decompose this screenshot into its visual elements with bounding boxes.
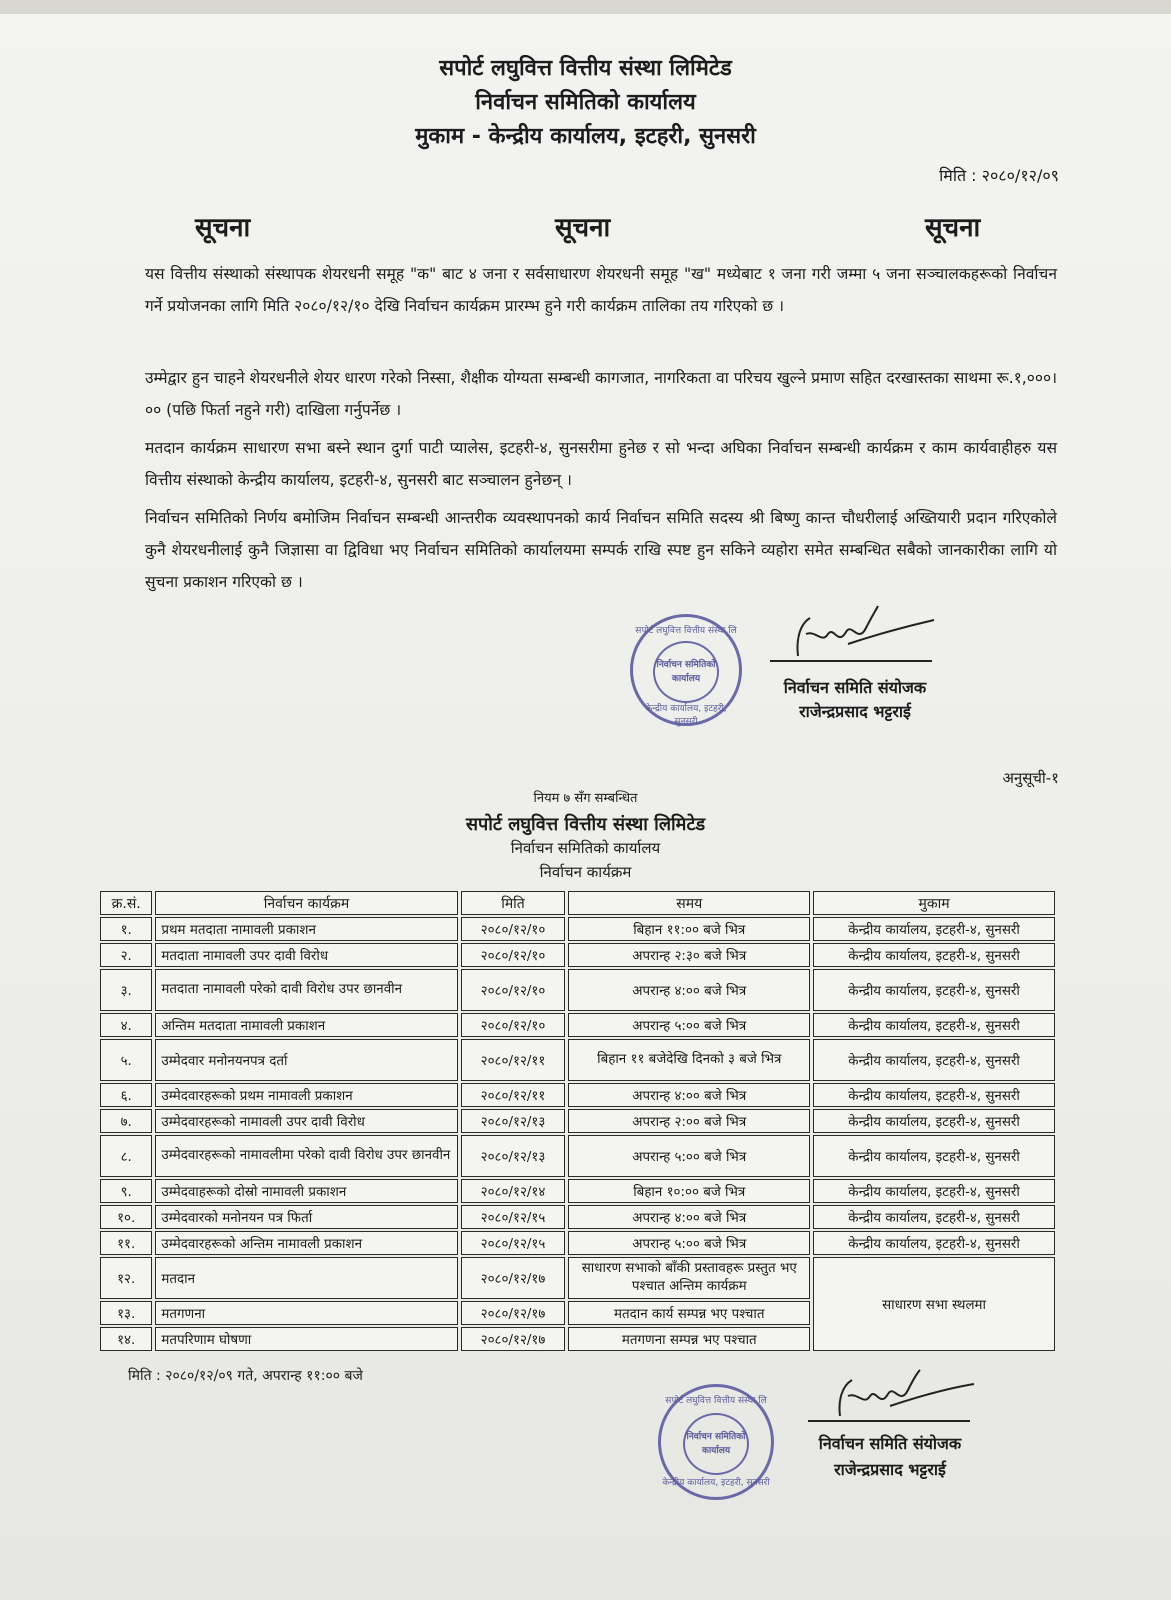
notice-heading-center: सूचना [555,213,611,243]
signature-2 [828,1368,978,1424]
annex-label: अनुसूची-१ [1002,769,1059,787]
paragraph-3: मतदान कार्यक्रम साधारण सभा बस्ने स्थान दुर्गा पाटी प्यालेस, इटहरी-४, सुनसरीमा हुनेछ र सो भन्दा अघिका निर्वाचन सम्बन्धी कार्यक्रम र काम कार्यवाहीहरु यस वित्तीय संस्थाको केन्द्रीय कार्यालय, इटहरी-४, सुनसरी बाट सञ्चालन हुनेछन् । [145,439,1057,489]
table-row: ८. उम्मेदवारहरूको नामावलीमा परेको दावी विरोध उपर छानवीन २०८०/१२/१३ अपरान्ह ५:०० बजे भित्र केन्द्रीय कार्यालय, इटहरी-४, सुनसरी [100,1135,1055,1177]
table-row: १३. मतगणना २०८०/१२/१७ मतदान कार्य सम्पन्न भए पश्चात [100,1301,1055,1325]
stamp-ring-bottom: केन्द्रीय कार्यालय, इटहरी, सुनसरी [645,704,727,727]
table-row: ६. उम्मेदवारहरूको प्रथम नामावली प्रकाशन २०८०/१२/११ अपरान्ह ४:०० बजे भित्र केन्द्रीय कार्यालय, इटहरी-४, सुनसरी [100,1083,1055,1107]
col-header-program: निर्वाचन कार्यक्रम [155,891,457,915]
col-header-date: मिति [461,891,566,915]
signature-1 [788,604,938,664]
table-row: ७. उम्मेदवारहरूको नामावली उपर दावी विरोध २०८०/१२/१३ अपरान्ह २:०० बजे भित्र केन्द्रीय कार्यालय, इटहरी-४, सुनसरी [100,1109,1055,1133]
rule-reference: नियम ७ सँग सम्बन्धित [533,791,638,806]
notice-date: मिति : २०८०/१२/०९ [939,166,1059,185]
org-name: सपोर्ट लघुवित्त वित्तीय संस्था लिमिटेड [439,56,732,81]
election-schedule-table [97,889,1058,1353]
stamp-ring-text-2: सपोर्ट लघुवित्त वित्तीय संस्था लि [665,1396,767,1406]
notice-heading-left: सूचना [195,213,251,243]
paragraph-1: यस वित्तीय संस्थाको संस्थापक शेयरधनी समूह "क" बाट ४ जना र सर्वसाधारण शेयरधनी समूह "ख" मध्येबाट १ जना गरी जम्मा ५ जना सञ्चालकहरूको निर्वाचन गर्ने प्रयोजनका लागि मिति २०८०/१२/१० देखि निर्वाचन कार्यक्रम प्रारम्भ हुने गरी कार्यक्रम तालिका तय गरिएको छ । [145,265,1057,315]
signatory-name-1: राजेन्द्रप्रसाद भट्टराई [799,702,911,721]
stamp-center-text-4: कार्यालय [701,1446,731,1456]
table-row: १४. मतपरिणाम घोषणा २०८०/१२/१७ मतगणना सम्पन्न भए पश्चात [100,1327,1055,1351]
office-stamp-2 [658,1384,774,1500]
table-row: १. प्रथम मतदाता नामावली प्रकाशन २०८०/१२/१० बिहान ११:०० बजे भित्र केन्द्रीय कार्यालय, इटहरी-४, सुनसरी [100,917,1055,941]
table-row: ११. उम्मेदवारहरूको अन्तिम नामावली प्रकाशन २०८०/१२/१५ अपरान्ह ५:०० बजे भित्र केन्द्रीय कार्यालय, इटहरी-४, सुनसरी [100,1231,1055,1255]
col-header-sn: क्र.सं. [100,891,152,915]
stamp-center-text-2: कार्यालय [671,674,701,684]
office-name: निर्वाचन समितिको कार्यालय [475,90,696,115]
col-header-venue: मुकाम [813,891,1055,915]
table-row: ३. मतदाता नामावली परेको दावी विरोध उपर छानवीन २०८०/१२/१० अपरान्ह ४:०० बजे भित्र केन्द्रीय कार्यालय, इटहरी-४, सुनसरी [100,969,1055,1011]
schedule-office: निर्वाचन समितिको कार्यालय [510,839,661,857]
paragraph-2: उम्मेद्वार हुन चाहने शेयरधनीले शेयर धारण गरेको निस्सा, शैक्षीक योग्यता सम्बन्धी कागजात, नागरिकता वा परिचय खुल्ने प्रमाण सहित दरखास्तका साथमा रू.१,०००।०० (पछि फिर्ता नहुने गरी) दाखिला गर्नुपर्नेछ । [145,369,1057,419]
col-header-time: समय [568,891,810,915]
stamp-center-text-3: निर्वाचन समितिको [686,1432,746,1442]
office-stamp-1 [630,614,742,726]
paragraph-4: निर्वाचन समितिको निर्णय बमोजिम निर्वाचन सम्बन्धी आन्तरीक व्यवस्थापनको कार्य निर्वाचन समिति सदस्य श्री बिष्णु कान्त चौधरीलाई अख्तियारी प्रदान गरिएकोले कुनै शेयरधनीलाई कुनै जिज्ञासा वा द्विविधा भए निर्वाचन समितिको कार्यालयमा सम्पर्क राखि स्पष्ट हुन सकिने व्यहोरा समेत सम्बन्धित सबैको जानकारीका लागि यो सुचना प्रकाशन गरिएको छ । [145,509,1057,591]
footer-date: मिति : २०८०/१२/०९ गते, अपरान्ह ११:०० बजे [128,1368,363,1384]
table-row: ९. उम्मेदवाहरूको दोस्रो नामावली प्रकाशन २०८०/१२/१४ बिहान १०:०० बजे भित्र केन्द्रीय कार्यालय, इटहरी-४, सुनसरी [100,1179,1055,1203]
signatory-title-1: निर्वाचन समिति संयोजक [783,678,927,697]
table-row: ४. अन्तिम मतदाता नामावली प्रकाशन २०८०/१२/१० अपरान्ह ५:०० बजे भित्र केन्द्रीय कार्यालय, इटहरी-४, सुनसरी [100,1013,1055,1037]
stamp-center-text: निर्वाचन समितिको [656,660,716,670]
signatory-title-2: निर्वाचन समिति संयोजक [818,1434,962,1453]
table-row: २. मतदाता नामावली उपर दावी विरोध २०८०/१२/१० अपरान्ह २:३० बजे भित्र केन्द्रीय कार्यालय, इटहरी-४, सुनसरी [100,943,1055,967]
table-row: १२. मतदान २०८०/१२/१७ साधारण सभाको बाँकी प्रस्तावहरू प्रस्तुत भए पश्चात अन्तिम कार्यक्रम साधारण सभा स्थलमा [100,1257,1055,1299]
signatory-name-2: राजेन्द्रप्रसाद भट्टराई [834,1460,946,1479]
table-row: १०. उम्मेदवारको मनोनयन पत्र फिर्ता २०८०/१२/१५ अपरान्ह ४:०० बजे भित्र केन्द्रीय कार्यालय, इटहरी-४, सुनसरी [100,1205,1055,1229]
shared-venue-cell: साधारण सभा स्थलमा [813,1257,1055,1351]
schedule-org-name: सपोर्ट लघुवित्त वित्तीय संस्था लिमिटेड [465,814,706,835]
stamp-ring-bottom-2: केन्द्रीय कार्यालय, इटहरी, सुनसरी [662,1478,770,1488]
office-location: मुकाम - केन्द्रीय कार्यालय, इटहरी, सुनसरी [415,124,756,149]
schedule-title: निर्वाचन कार्यक्रम [539,863,632,881]
table-row: ५. उम्मेदवार मनोनयनपत्र दर्ता २०८०/१२/११ बिहान ११ बजेदेखि दिनको ३ बजे भित्र केन्द्रीय कार्यालय, इटहरी-४, सुनसरी [100,1039,1055,1081]
notice-heading-right: सूचना [925,213,981,243]
torn-edge [0,0,1171,14]
table-header-row [100,891,1055,915]
stamp-ring-text: सपोर्ट लघुवित्त वित्तीय संस्था लि [635,626,737,636]
